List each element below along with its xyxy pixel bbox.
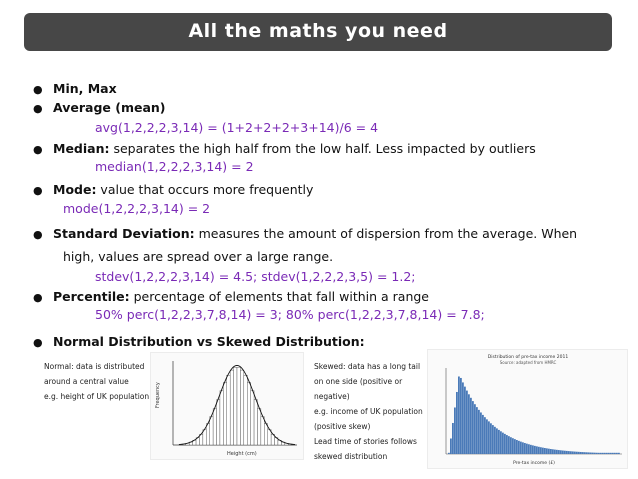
skewed-bar [494,427,496,454]
skewed-bar [564,451,566,454]
average-example: avg(1,2,2,2,3,14) = (1+2+2+2+3+14)/6 = 4 [95,120,379,135]
skewed-bar [462,382,464,454]
skewed-bar [496,428,498,454]
item-mode [33,181,313,200]
normal-bars [179,367,295,445]
skewed-title: Distribution of pre-tax income 2011 [487,355,569,360]
skewed-bar [514,439,516,454]
bullet-icon: ● [33,102,43,115]
normal-bar [227,375,230,445]
skewed-bar [540,447,542,454]
skewed-note-line: Skewed: data has a long tail [314,362,421,371]
skewed-bar [528,444,530,454]
skewed-chart-svg [428,350,627,468]
skewed-bar [470,398,472,454]
skewed-distribution-chart [427,349,628,469]
skewed-bar [542,448,544,454]
skewed-bar [510,437,512,454]
skewed-bar [526,444,528,454]
skewed-bar [456,392,458,454]
item-distribution [33,333,365,352]
stdev-example: stdev(1,2,2,2,3,14) = 4.5; stdev(1,2,2,2,3,5) = 1.2; [95,269,416,284]
skewed-bar [560,450,562,454]
skewed-bar [534,446,536,454]
normal-bar [237,367,240,445]
normal-bar [234,367,237,445]
skewed-bar [618,453,620,454]
skewed-bar [548,449,550,454]
skewed-bar [572,451,574,454]
skewed-bar [474,404,476,454]
skewed-note-line: on one side (positive or [314,377,403,386]
skewed-bar [608,453,610,454]
skewed-bar [568,451,570,454]
skewed-bar [550,449,552,454]
skewed-bar [450,439,452,455]
skewed-bar [512,438,514,454]
skewed-bar [604,453,606,454]
normal-chart-svg [151,353,303,459]
normal-bar [223,382,226,445]
skewed-bar [518,441,520,454]
normal-bar [217,400,220,445]
slide-title: All the maths you need [188,20,448,42]
skewed-bar [598,453,600,454]
normal-bar [203,430,206,445]
description: value that occurs more frequently [96,182,314,197]
skewed-bar [516,440,518,454]
skewed-bar [478,410,480,454]
skewed-bar [544,448,546,454]
skewed-bar [536,446,538,454]
bullet-icon: ● [33,291,43,304]
skewed-bar [546,448,548,454]
skewed-bar [500,431,502,454]
skewed-bar [614,453,616,454]
bullet-icon: ● [33,184,43,197]
skewed-bar [586,452,588,454]
normal-bar [210,417,213,445]
skewed-bar [498,430,500,454]
normal-bar [244,375,247,445]
stdev-description-cont: high, values are spread over a large range. [63,249,334,264]
skewed-bar [476,407,478,454]
skewed-xlabel: Pre-tax income (£) [513,461,555,466]
term: Standard Deviation: [53,226,195,241]
normal-xlabel: Height (cm) [227,451,257,457]
skewed-bar [552,449,554,454]
normal-bar [220,391,223,445]
term: Average (mean) [53,100,166,115]
skewed-note-line: e.g. income of UK population [314,407,423,416]
description: measures the amount of dispersion from the average. When [194,226,578,241]
skewed-bar [576,452,578,454]
term: Median: [53,141,110,156]
skewed-bars [448,376,620,454]
normal-bar [257,408,260,445]
skewed-bar [530,445,532,454]
term: Percentile: [53,289,130,304]
skewed-bar [578,452,580,454]
skewed-bar [452,423,454,454]
skewed-bar [484,417,486,454]
item-stdev [33,225,577,244]
item-min-max [33,80,117,99]
term: Normal Distribution vs Skewed Distribution: [53,334,365,349]
skewed-bar [588,452,590,454]
normal-bar [230,370,233,445]
normal-note-line: around a central value [44,377,129,386]
normal-bar [206,424,209,445]
skewed-note-line: (positive skew) [314,422,371,431]
skewed-bar [570,451,572,454]
bullet-icon: ● [33,336,43,349]
normal-bar [213,408,216,445]
skewed-bar [506,435,508,454]
item-average [33,99,166,118]
skewed-bar [594,453,596,454]
skewed-bar [566,451,568,454]
skewed-bar [580,452,582,454]
skewed-bar [508,436,510,454]
skewed-bar [600,453,602,454]
skewed-bar [490,423,492,454]
term: Min, Max [53,81,117,96]
normal-bar [261,417,264,445]
skewed-bar [502,433,504,454]
skewed-bar [602,453,604,454]
normal-bar [268,430,271,445]
skewed-subtitle: Source: adapted from HMRC [499,360,557,365]
percentile-example: 50% perc(1,2,2,3,7,8,14) = 3; 80% perc(1,2,2,3,7,8,14) = 7.8; [95,307,485,322]
skewed-bar [584,452,586,454]
skewed-bar [596,453,598,454]
skewed-bar [480,412,482,454]
skewed-bar [460,378,462,454]
description: separates the high half from the low half. Less impacted by outliers [109,141,536,156]
skewed-bar [454,407,456,454]
term: Mode: [53,182,97,197]
item-percentile [33,288,429,307]
normal-distribution-chart [150,352,304,460]
normal-note-line: e.g. height of UK population [44,392,150,401]
skewed-bar [464,387,466,454]
skewed-bar [468,394,470,454]
description: percentage of elements that fall within a range [129,289,429,304]
skewed-bar [520,442,522,454]
skewed-bar [582,452,584,454]
skewed-bar [472,401,474,454]
skewed-bar [610,453,612,454]
skewed-bar [482,415,484,454]
skewed-bar [592,453,594,454]
normal-note-line: Normal: data is distributed [44,362,145,371]
skewed-note-line: negative) [314,392,350,401]
skewed-bar [558,450,560,454]
bullet-icon: ● [33,143,43,156]
skewed-bar [486,419,488,454]
skewed-bar [606,453,608,454]
skewed-bar [458,376,460,454]
item-median [33,140,536,159]
skewed-bar [556,450,558,454]
skewed-bar [616,453,618,454]
title-bar [24,13,612,51]
skewed-bar [532,445,534,454]
normal-bar [264,424,267,445]
skewed-bar [554,450,556,454]
skewed-bar [524,443,526,454]
skewed-note-line: skewed distribution [314,452,388,461]
mode-example: mode(1,2,2,2,3,14) = 2 [63,201,211,216]
normal-bar [254,400,257,445]
median-example: median(1,2,2,2,3,14) = 2 [95,159,254,174]
skewed-bar [574,452,576,454]
skewed-bar [448,453,450,454]
bullet-icon: ● [33,228,43,241]
skewed-bar [522,442,524,454]
skewed-bar [504,434,506,454]
skewed-note-line: Lead time of stories follows [314,437,417,446]
skewed-bar [590,453,592,454]
skewed-bar [492,425,494,454]
skewed-bar [538,447,540,454]
bullet-icon: ● [33,83,43,96]
skewed-bar [466,391,468,454]
skewed-bar [612,453,614,454]
normal-bar [251,391,254,445]
normal-bar [247,382,250,445]
skewed-bar [562,451,564,454]
skewed-bar [488,421,490,454]
normal-bar [240,370,243,445]
normal-ylabel: Frequency [155,382,161,408]
